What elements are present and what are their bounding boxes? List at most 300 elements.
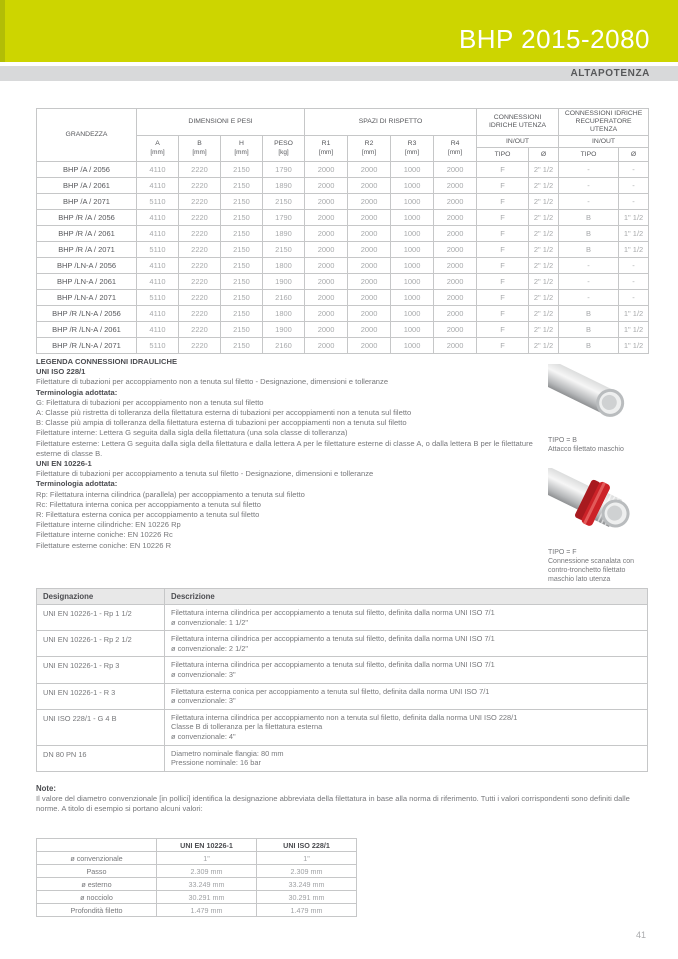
legend-line: Filettature esterne coniche: EN 10226 R xyxy=(36,540,172,550)
table-row xyxy=(37,306,649,322)
model-cell: BHP /R /LN-A / 2056 xyxy=(37,306,137,322)
column-unit: [mm] xyxy=(404,149,420,156)
table-row xyxy=(37,878,357,891)
value-cell: 2000 xyxy=(348,290,391,306)
value-cell: 2150 xyxy=(221,242,263,258)
value-cell: 2150 xyxy=(221,226,263,242)
designation-cell: DN 80 PN 16 xyxy=(37,745,165,771)
value-cell: 2000 xyxy=(434,290,477,306)
value-cell: 4110 xyxy=(137,274,179,290)
value-cell: 2220 xyxy=(179,290,221,306)
value-cell: 2150 xyxy=(221,290,263,306)
value-cell: 2" 1/2 xyxy=(529,322,559,338)
value-cell: 2000 xyxy=(434,338,477,354)
legend-line: Terminologia adottata: xyxy=(36,479,118,489)
model-cell: BHP /R /LN-A / 2061 xyxy=(37,322,137,338)
value-cell: 5110 xyxy=(137,290,179,306)
value-cell: 2150 xyxy=(263,194,305,210)
value-cell: B xyxy=(559,306,619,322)
legend-line: R: Filettatura esterna conica per accoppiamento a tenuta sul filetto xyxy=(36,510,260,520)
value-cell: 2000 xyxy=(434,322,477,338)
value-cell: 2000 xyxy=(434,274,477,290)
value-cell: 4110 xyxy=(137,306,179,322)
value-cell: 1000 xyxy=(391,194,434,210)
dimensioni-group-header: DIMENSIONI E PESI xyxy=(137,109,305,136)
column-header xyxy=(179,136,221,162)
value-cell: 5110 xyxy=(137,338,179,354)
legend-line: Rp: Filettatura interna cilindrica (parallela) per accoppiamento a tenuta sul filetto xyxy=(36,489,305,499)
model-cell: BHP /LN-A / 2056 xyxy=(37,258,137,274)
diameter-header: Ø xyxy=(619,148,649,162)
value-cell: F xyxy=(477,194,529,210)
value-cell: 2220 xyxy=(179,178,221,194)
value-cell: 2000 xyxy=(348,242,391,258)
value-cell: - xyxy=(619,178,649,194)
page-title: BHP 2015-2080 xyxy=(458,24,650,54)
description-line: ø convenzionale: 2 1/2" xyxy=(171,643,248,653)
value-cell: 2000 xyxy=(305,242,348,258)
table-row xyxy=(37,904,357,917)
value-cell: 1000 xyxy=(391,274,434,290)
value-cell: 1000 xyxy=(391,162,434,178)
value-cell: 1000 xyxy=(391,226,434,242)
value-cell: F xyxy=(477,210,529,226)
designation-cell: UNI EN 10226-1 - Rp 1 1/2 xyxy=(37,605,165,631)
value-cell: 1800 xyxy=(263,306,305,322)
legend-line: UNI EN 10226-1 xyxy=(36,459,92,469)
value-cell: 2" 1/2 xyxy=(529,290,559,306)
tipo-header: TIPO xyxy=(559,148,619,162)
value-cell: 2000 xyxy=(434,242,477,258)
column-label: R3 xyxy=(407,140,417,147)
value-cell: 1890 xyxy=(263,178,305,194)
figure-title: TIPO = F xyxy=(548,549,577,556)
value-cell: 2150 xyxy=(221,210,263,226)
value-cell: 2" 1/2 xyxy=(529,194,559,210)
value-cell: 2150 xyxy=(263,242,305,258)
column-label: H xyxy=(239,140,244,147)
value-cell: - xyxy=(619,162,649,178)
column-unit: [mm] xyxy=(150,149,165,156)
legend-line: G: Filettatura di tubazioni per accoppiamento non a tenuta sul filetto xyxy=(36,397,264,407)
value-cell: F xyxy=(477,178,529,194)
value-cell: - xyxy=(619,290,649,306)
tipo-header: TIPO xyxy=(477,148,529,162)
value-cell: 2220 xyxy=(179,242,221,258)
model-cell: BHP /LN-A / 2061 xyxy=(37,274,137,290)
value-cell: 2000 xyxy=(305,226,348,242)
figure-caption: Attacco filettato maschio xyxy=(548,446,624,453)
column-unit: [kg] xyxy=(278,149,289,156)
value-cell: 1800 xyxy=(263,258,305,274)
value-cell: F xyxy=(477,226,529,242)
value-cell: F xyxy=(477,274,529,290)
column-label: A xyxy=(155,140,160,147)
value-cell: 2220 xyxy=(179,258,221,274)
value-cell: 33.249 mm xyxy=(257,878,357,891)
value-cell: 4110 xyxy=(137,162,179,178)
table-row xyxy=(37,865,357,878)
value-cell: 1000 xyxy=(391,338,434,354)
value-cell: 4110 xyxy=(137,178,179,194)
column-header xyxy=(348,136,391,162)
legend-line: A: Classe più ristretta di tolleranza della filettatura esterna di tubazioni per accoppiamenti non a tenuta sul filetto xyxy=(36,408,412,418)
value-cell: 5110 xyxy=(137,194,179,210)
note-block xyxy=(36,784,648,814)
connection-figures xyxy=(548,364,644,584)
legend-line: B: Classe più ampia di tolleranza della filettatura esterna di tubazioni per accoppiamenti non a tenuta sul filetto xyxy=(36,418,407,428)
column-label: R1 xyxy=(321,140,331,147)
legend-line: Filettature interne: Lettera G seguita dalla sigla della filettatura (una sola classe di tolleranza) xyxy=(36,428,348,438)
value-cell: 2" 1/2 xyxy=(529,226,559,242)
value-cell: 2000 xyxy=(348,210,391,226)
designation-table-body xyxy=(37,605,648,772)
table-row xyxy=(37,162,649,178)
value-cell: 4110 xyxy=(137,226,179,242)
parameter-cell: Passo xyxy=(37,865,157,878)
column-header xyxy=(391,136,434,162)
value-cell: 2000 xyxy=(305,194,348,210)
column-unit: [mm] xyxy=(447,149,463,156)
table-row xyxy=(37,210,649,226)
value-cell: 2" 1/2 xyxy=(529,274,559,290)
table-row xyxy=(37,745,648,771)
table-row xyxy=(37,605,648,631)
value-cell: 2220 xyxy=(179,194,221,210)
note-label: Note: xyxy=(36,784,56,793)
description-line: Diametro nominale flangia: 80 mm xyxy=(171,748,284,758)
value-cell: 2150 xyxy=(221,178,263,194)
value-cell: 2" 1/2 xyxy=(529,242,559,258)
value-cell: 1000 xyxy=(391,242,434,258)
designation-cell: UNI EN 10226-1 - Rp 2 1/2 xyxy=(37,631,165,657)
value-cell: - xyxy=(559,290,619,306)
value-cell: F xyxy=(477,338,529,354)
description-cell xyxy=(165,657,648,683)
column-header xyxy=(305,136,348,162)
legend-line: Rc: Filettatura interna conica per accoppiamento a tenuta sul filetto xyxy=(36,499,261,509)
value-cell: - xyxy=(619,258,649,274)
value-cell: - xyxy=(559,162,619,178)
value-cell: 1890 xyxy=(263,226,305,242)
table-row xyxy=(37,258,649,274)
designazione-header: Designazione xyxy=(37,589,165,605)
value-cell: 2220 xyxy=(179,274,221,290)
value-cell: 2220 xyxy=(179,306,221,322)
value-cell: 2000 xyxy=(305,306,348,322)
value-cell: 2000 xyxy=(434,306,477,322)
table-row xyxy=(37,852,357,865)
designation-cell: UNI ISO 228/1 - G 4 B xyxy=(37,709,165,745)
value-cell: 1000 xyxy=(391,322,434,338)
model-cell: BHP /A / 2056 xyxy=(37,162,137,178)
value-cell: 1.479 mm xyxy=(157,904,257,917)
parameter-cell: ø esterno xyxy=(37,878,157,891)
value-cell: 2000 xyxy=(434,258,477,274)
value-cell: - xyxy=(619,274,649,290)
table-row xyxy=(37,631,648,657)
value-cell: 1" xyxy=(257,852,357,865)
value-cell: 4110 xyxy=(137,210,179,226)
legend-line: Filettature esterne: Lettera G seguita dalla sigla della filettatura e dalla lettera A per le filettature esterne di classe A, o dalla lettera B per le filettature esterne di classe B. xyxy=(36,438,533,458)
value-cell: 2000 xyxy=(305,210,348,226)
value-cell: 1000 xyxy=(391,178,434,194)
figure-tipo-f xyxy=(548,468,644,584)
table-row xyxy=(37,322,649,338)
legend-line: Terminologia adottata: xyxy=(36,387,118,397)
legend-line: LEGENDA CONNESSIONI IDRAULICHE xyxy=(36,357,178,366)
comparison-table-body xyxy=(37,852,357,917)
value-cell: - xyxy=(619,194,649,210)
value-cell: 2220 xyxy=(179,338,221,354)
spazi-group-header: SPAZI DI RISPETTO xyxy=(305,109,477,136)
table-row xyxy=(37,274,649,290)
value-cell: F xyxy=(477,242,529,258)
value-cell: 4110 xyxy=(137,258,179,274)
value-cell: 1" 1/2 xyxy=(619,210,649,226)
value-cell: 2000 xyxy=(348,306,391,322)
value-cell: B xyxy=(559,242,619,258)
table-row xyxy=(37,709,648,745)
description-line: ø convenzionale: 4" xyxy=(171,731,236,741)
model-cell: BHP /R /A / 2056 xyxy=(37,210,137,226)
value-cell: B xyxy=(559,322,619,338)
value-cell: 2000 xyxy=(348,274,391,290)
legend-line: UNI ISO 228/1 xyxy=(36,367,86,377)
value-cell: 1900 xyxy=(263,274,305,290)
description-line: Filettatura interna cilindrica per accoppiamento a tenuta sul filetto, definita dalla norma UNI ISO 7/1 xyxy=(171,634,495,644)
description-line: Classe B di tolleranza per la filettatura esterna xyxy=(171,722,323,732)
model-cell: BHP /R /A / 2061 xyxy=(37,226,137,242)
value-cell: 33.249 mm xyxy=(157,878,257,891)
model-cell: BHP /A / 2061 xyxy=(37,178,137,194)
value-cell: B xyxy=(559,338,619,354)
table-row xyxy=(37,683,648,709)
value-cell: 1" 1/2 xyxy=(619,242,649,258)
value-cell: 1" 1/2 xyxy=(619,226,649,242)
value-cell: 2000 xyxy=(305,162,348,178)
figure-title: TIPO = B xyxy=(548,437,577,444)
value-cell: 2150 xyxy=(221,194,263,210)
value-cell: - xyxy=(559,274,619,290)
table-row xyxy=(37,657,648,683)
header-accent-stripe xyxy=(0,0,5,62)
norm-header: UNI ISO 228/1 xyxy=(257,839,357,852)
value-cell: 2" 1/2 xyxy=(529,306,559,322)
value-cell: B xyxy=(559,210,619,226)
diameter-header: Ø xyxy=(529,148,559,162)
column-label: R4 xyxy=(450,140,460,147)
description-line: ø convenzionale: 3" xyxy=(171,669,236,679)
value-cell: 2000 xyxy=(434,226,477,242)
value-cell: 2150 xyxy=(221,338,263,354)
value-cell: 2000 xyxy=(434,162,477,178)
value-cell: 2150 xyxy=(221,306,263,322)
value-cell: 30.291 mm xyxy=(157,891,257,904)
value-cell: 2000 xyxy=(305,322,348,338)
legend-line: Filettature di tubazioni per accoppiamento a tenuta sul filetto - Designazione, dimensioni e tolleranze xyxy=(36,469,374,479)
value-cell: 1" 1/2 xyxy=(619,338,649,354)
main-table-body xyxy=(37,162,649,354)
value-cell: 1" 1/2 xyxy=(619,306,649,322)
value-cell: 1790 xyxy=(263,210,305,226)
value-cell: 2150 xyxy=(221,162,263,178)
value-cell: 2" 1/2 xyxy=(529,210,559,226)
column-unit: [mm] xyxy=(234,149,249,156)
column-unit: [mm] xyxy=(361,149,377,156)
column-unit: [mm] xyxy=(318,149,334,156)
pipe-grooved-coupling-icon xyxy=(548,468,640,538)
value-cell: 2000 xyxy=(348,178,391,194)
value-cell: 2000 xyxy=(348,338,391,354)
value-cell: 2000 xyxy=(348,258,391,274)
value-cell: B xyxy=(559,226,619,242)
column-header xyxy=(137,136,179,162)
value-cell: 2" 1/2 xyxy=(529,258,559,274)
model-cell: BHP /R /A / 2071 xyxy=(37,242,137,258)
value-cell: F xyxy=(477,322,529,338)
value-cell: 2150 xyxy=(221,258,263,274)
value-cell: 2000 xyxy=(348,162,391,178)
table-row xyxy=(37,178,649,194)
page-header-band xyxy=(0,0,678,62)
value-cell: 2000 xyxy=(348,194,391,210)
value-cell: 1.479 mm xyxy=(257,904,357,917)
empty-header xyxy=(37,839,157,852)
description-line: Filettatura interna cilindrica per accoppiamento a tenuta sul filetto, definita dalla norma UNI ISO 7/1 xyxy=(171,660,495,670)
legend-block xyxy=(36,357,544,551)
value-cell: 2000 xyxy=(434,194,477,210)
column-unit: [mm] xyxy=(192,149,207,156)
description-line: Filettatura interna cilindrica per accoppiamento a tenuta sul filetto, definita dalla norma UNI ISO 7/1 xyxy=(171,608,495,617)
value-cell: 2000 xyxy=(434,210,477,226)
designation-cell: UNI EN 10226-1 - R 3 xyxy=(37,683,165,709)
value-cell: 2220 xyxy=(179,210,221,226)
value-cell: 1" xyxy=(157,852,257,865)
value-cell: 2" 1/2 xyxy=(529,178,559,194)
parameter-cell: Profondità filetto xyxy=(37,904,157,917)
value-cell: 30.291 mm xyxy=(257,891,357,904)
description-line: ø convenzionale: 1 1/2" xyxy=(171,617,248,627)
value-cell: 2000 xyxy=(348,322,391,338)
page-number: 41 xyxy=(635,930,646,940)
value-cell: 2000 xyxy=(305,290,348,306)
value-cell: 2" 1/2 xyxy=(529,338,559,354)
value-cell: 1000 xyxy=(391,290,434,306)
table-row xyxy=(37,290,649,306)
value-cell: 2000 xyxy=(305,178,348,194)
value-cell: 2220 xyxy=(179,226,221,242)
value-cell: 2.309 mm xyxy=(157,865,257,878)
value-cell: 2000 xyxy=(305,338,348,354)
inout-header: IN/OUT xyxy=(477,136,559,148)
column-label: R2 xyxy=(364,140,374,147)
column-label: PESO xyxy=(274,140,293,147)
value-cell: F xyxy=(477,162,529,178)
dimensions-table xyxy=(36,108,649,354)
legend-line: Filettature interne coniche: EN 10226 Rc xyxy=(36,530,173,540)
description-line: ø convenzionale: 3" xyxy=(171,696,236,706)
designation-table xyxy=(36,588,648,772)
legend-line: Filettature di tubazioni per accoppiamento non a tenuta sul filetto - Designazione, dimensioni e tolleranze xyxy=(36,377,389,387)
value-cell: 2160 xyxy=(263,290,305,306)
table-row xyxy=(37,194,649,210)
model-cell: BHP /R /LN-A / 2071 xyxy=(37,338,137,354)
column-header xyxy=(221,136,263,162)
parameter-cell: ø nocciolo xyxy=(37,891,157,904)
column-header xyxy=(263,136,305,162)
value-cell: 2150 xyxy=(221,322,263,338)
table-row xyxy=(37,338,649,354)
value-cell: 1000 xyxy=(391,306,434,322)
value-cell: 1000 xyxy=(391,210,434,226)
value-cell: 1000 xyxy=(391,258,434,274)
value-cell: 2150 xyxy=(221,274,263,290)
value-cell: - xyxy=(559,178,619,194)
table-row xyxy=(37,242,649,258)
value-cell: 2160 xyxy=(263,338,305,354)
table-row xyxy=(37,891,357,904)
value-cell: 2220 xyxy=(179,322,221,338)
description-line: Pressione nominale: 16 bar xyxy=(171,758,261,768)
series-band xyxy=(0,66,678,81)
value-cell: 2" 1/2 xyxy=(529,162,559,178)
value-cell: 2220 xyxy=(179,162,221,178)
value-cell: 2000 xyxy=(305,274,348,290)
value-cell: 2000 xyxy=(434,178,477,194)
value-cell: 2.309 mm xyxy=(257,865,357,878)
value-cell: 1900 xyxy=(263,322,305,338)
description-line: Filettatura interna cilindrica per accoppiamento non a tenuta sul filetto, definita dalla norma UNI ISO 228/1 xyxy=(171,712,518,722)
value-cell: - xyxy=(559,258,619,274)
descrizione-header: Descrizione xyxy=(165,589,648,605)
grandezza-header: GRANDEZZA xyxy=(37,109,137,162)
series-label: ALTAPOTENZA xyxy=(570,68,650,79)
model-cell: BHP /A / 2071 xyxy=(37,194,137,210)
note-text: Il valore del diametro convenzionale [in pollici] identifica la designazione abbreviata della filettatura in base alla norma di riferimento. Tutti i valori corrispondenti sono definiti dalle norme. A titolo di esempio si portano alcuni valori: xyxy=(36,794,630,813)
inout-header: IN/OUT xyxy=(559,136,649,148)
pipe-male-thread-icon xyxy=(548,364,640,426)
value-cell: 1790 xyxy=(263,162,305,178)
connessioni-utenza-header: CONNESSIONI IDRICHE UTENZA xyxy=(477,109,559,136)
figure-caption: Connessione scanalata con contro-tronchetto filettato maschio lato utenza xyxy=(548,558,635,583)
value-cell: F xyxy=(477,258,529,274)
designation-cell: UNI EN 10226-1 - Rp 3 xyxy=(37,657,165,683)
description-cell xyxy=(165,745,648,771)
table-row xyxy=(37,226,649,242)
figure-tipo-b xyxy=(548,364,644,454)
value-cell: 2000 xyxy=(348,226,391,242)
connessioni-recuperatore-header: CONNESSIONI IDRICHE RECUPERATORE UTENZA xyxy=(559,109,649,136)
description-cell xyxy=(165,683,648,709)
description-cell xyxy=(165,605,648,631)
description-cell xyxy=(165,631,648,657)
value-cell: 4110 xyxy=(137,322,179,338)
column-header xyxy=(434,136,477,162)
description-line: Filettatura esterna conica per accoppiamento a tenuta sul filetto, definita dalla norma UNI ISO 7/1 xyxy=(171,686,490,696)
value-cell: - xyxy=(559,194,619,210)
legend-line: Filettature interne cilindriche: EN 10226 Rp xyxy=(36,520,181,530)
norm-header: UNI EN 10226-1 xyxy=(157,839,257,852)
value-cell: F xyxy=(477,306,529,322)
parameter-cell: ø convenzionale xyxy=(37,852,157,865)
column-label: B xyxy=(197,140,202,147)
value-cell: 2000 xyxy=(305,258,348,274)
model-cell: BHP /LN-A / 2071 xyxy=(37,290,137,306)
description-cell xyxy=(165,709,648,745)
value-cell: 1" 1/2 xyxy=(619,322,649,338)
value-cell: F xyxy=(477,290,529,306)
